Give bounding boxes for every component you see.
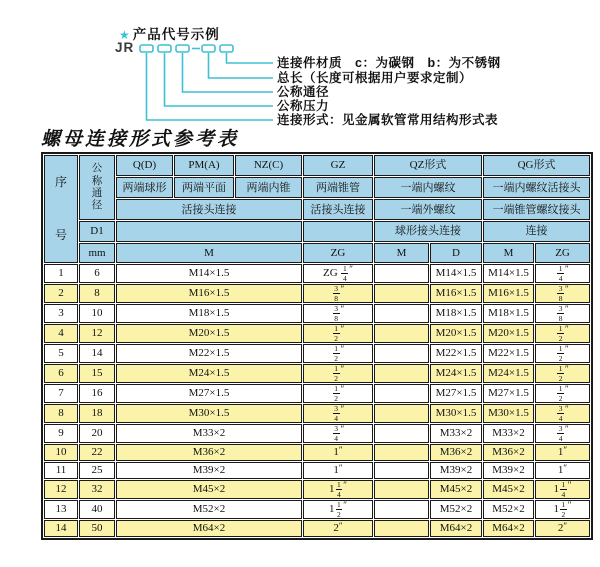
table-cell: $\frac{3}{4}$ ″ — [303, 404, 373, 423]
table-cell — [374, 500, 429, 519]
table-cell: $\frac{1}{2}$ ″ — [535, 324, 590, 343]
table-row — [44, 462, 590, 479]
table-cell: M14×1.5 — [483, 264, 534, 283]
table-cell: $\frac{3}{8}$ ″ — [535, 304, 590, 323]
header-qz-connection: 球形接头连接 — [374, 221, 482, 241]
table-cell: M36×2 — [430, 444, 482, 461]
table-cell: 18 — [79, 404, 115, 423]
table-cell: 1″ — [303, 462, 373, 479]
table-cell: M30×1.5 — [430, 404, 482, 423]
table-cell: 1 $\frac{1}{4}$ ″ — [303, 480, 373, 499]
header-qg-connection: 连接 — [483, 221, 590, 241]
table-cell: 1 $\frac{1}{2}$ ″ — [303, 500, 373, 519]
table-cell: M33×2 — [483, 424, 534, 443]
nut-connection-reference-table — [41, 152, 593, 540]
header-col-qz: QZ形式 — [374, 155, 482, 176]
table-cell: $\frac{1}{4}$ ″ — [535, 264, 590, 283]
header-d1: D1 — [79, 221, 115, 241]
table-cell: $\frac{1}{2}$ ″ — [535, 364, 590, 383]
header-qz-desc1: 一端内螺纹 — [374, 177, 482, 198]
table-cell — [374, 384, 429, 403]
table-row — [44, 344, 590, 363]
table-cell: 20 — [79, 424, 115, 443]
table-cell: 8 — [44, 404, 78, 423]
table-cell: M16×1.5 — [430, 284, 482, 303]
star-icon: ★ — [119, 28, 131, 42]
table-cell: M52×2 — [483, 500, 534, 519]
header-empty-1 — [116, 221, 302, 241]
header-row-1 — [44, 155, 590, 176]
diagram-label-pressure: 公称压力 — [277, 99, 330, 113]
table-row — [44, 284, 590, 303]
table-cell — [374, 444, 429, 461]
table-cell: $\frac{3}{4}$ ″ — [535, 424, 590, 443]
table-cell: M36×2 — [116, 444, 302, 461]
table-cell — [374, 304, 429, 323]
table-cell: $\frac{3}{8}$ ″ — [535, 284, 590, 303]
table-cell — [374, 284, 429, 303]
header-mm: mm — [79, 243, 115, 263]
table-cell: M16×1.5 — [483, 284, 534, 303]
table-cell: M30×1.5 — [483, 404, 534, 423]
table-cell — [374, 424, 429, 443]
table-cell: M45×2 — [430, 480, 482, 499]
example-title-text: 产品代号示例 — [132, 27, 220, 42]
table-cell: 9 — [44, 424, 78, 443]
header-row-5 — [44, 243, 590, 263]
table-cell — [374, 264, 429, 283]
table-cell: 6 — [79, 264, 115, 283]
table-cell: M18×1.5 — [116, 304, 302, 323]
table-cell: M22×1.5 — [430, 344, 482, 363]
table-cell: $\frac{1}{2}$ ″ — [303, 344, 373, 363]
table-row — [44, 364, 590, 383]
table-cell: M64×2 — [483, 520, 534, 537]
table-body — [44, 264, 590, 537]
connector-line-diameter — [183, 53, 274, 92]
table-cell: $\frac{1}{2}$ ″ — [303, 324, 373, 343]
header-col-nz: NZ(C) — [235, 155, 302, 176]
table-cell: 1″ — [535, 462, 590, 479]
table-cell: 2 — [44, 284, 78, 303]
table-cell: M30×1.5 — [116, 404, 302, 423]
table-title: 螺母连接形式参考表 — [41, 129, 240, 150]
table-cell: M24×1.5 — [430, 364, 482, 383]
header-row-4 — [44, 221, 590, 241]
table-row — [44, 264, 590, 283]
header-gz-connection: 活接头连接 — [303, 199, 373, 220]
header-union-connection: 活接头连接 — [116, 199, 302, 220]
header-q-desc: 两端球形 — [116, 177, 173, 198]
table-cell — [374, 480, 429, 499]
table-cell: M33×2 — [430, 424, 482, 443]
code-box-1 — [140, 45, 153, 52]
header-qz-d: D — [430, 243, 482, 263]
table-cell: 1 — [44, 264, 78, 283]
table-cell: $\frac{3}{8}$ ″ — [303, 284, 373, 303]
diagram-label-material: 连接件材质 c：为碳钢 b：为不锈钢 — [277, 56, 501, 70]
table-cell — [374, 344, 429, 363]
table-cell: $\frac{3}{4}$ ″ — [535, 404, 590, 423]
header-row-2 — [44, 177, 590, 198]
table-cell: 10 — [44, 444, 78, 461]
table-cell — [374, 364, 429, 383]
table-cell: M27×1.5 — [483, 384, 534, 403]
table-cell: 12 — [79, 324, 115, 343]
table-cell: M14×1.5 — [116, 264, 302, 283]
table-cell: M64×2 — [430, 520, 482, 537]
connector-line-material — [227, 53, 274, 63]
header-qg-m: M — [483, 243, 534, 263]
table-cell: $\frac{3}{8}$ ″ — [303, 304, 373, 323]
header-col-q: Q(D) — [116, 155, 173, 176]
table-cell — [374, 404, 429, 423]
table-cell: M22×1.5 — [483, 344, 534, 363]
table-cell: M22×1.5 — [116, 344, 302, 363]
table-row — [44, 304, 590, 323]
code-box-3 — [176, 45, 189, 52]
table-cell: 14 — [79, 344, 115, 363]
table-cell: 1 $\frac{1}{4}$ ″ — [535, 480, 590, 499]
table-cell: 15 — [79, 364, 115, 383]
table-cell: 50 — [79, 520, 115, 537]
table-row — [44, 384, 590, 403]
diagram-label-length: 总长（长度可根据用户要求定制） — [277, 71, 473, 85]
table-cell: 14 — [44, 520, 78, 537]
table-cell: 8 — [79, 284, 115, 303]
header-col-pm: PM(A) — [174, 155, 234, 176]
table-cell: M20×1.5 — [116, 324, 302, 343]
header-col-qg: QG形式 — [483, 155, 590, 176]
table-cell: 7 — [44, 384, 78, 403]
table-cell: 10 — [79, 304, 115, 323]
header-nz-desc: 两端内锥 — [235, 177, 302, 198]
code-box-4 — [202, 45, 215, 52]
table-cell: $\frac{3}{4}$ ″ — [303, 424, 373, 443]
table-cell: 3 — [44, 304, 78, 323]
table-row — [44, 424, 590, 443]
table-cell: M52×2 — [430, 500, 482, 519]
table-row — [44, 500, 590, 519]
table-cell: $\frac{1}{2}$ ″ — [303, 364, 373, 383]
diagram-label-diameter: 公称通径 — [277, 85, 330, 99]
header-nominal-diameter: 公 称 通 径 — [79, 155, 115, 220]
table-cell: $\frac{1}{2}$ ″ — [535, 344, 590, 363]
table-cell: M16×1.5 — [116, 284, 302, 303]
table-row — [44, 480, 590, 499]
table-cell: $\frac{1}{2}$ ″ — [303, 384, 373, 403]
table-cell: M39×2 — [430, 462, 482, 479]
header-empty-2 — [303, 221, 373, 241]
code-box-5 — [220, 45, 233, 52]
table-cell: 12 — [44, 480, 78, 499]
table-cell: 1″ — [535, 444, 590, 461]
table-cell: M52×2 — [116, 500, 302, 519]
table-cell: M39×2 — [116, 462, 302, 479]
table-cell: 11 — [44, 462, 78, 479]
table-cell: 1″ — [303, 444, 373, 461]
table-cell: 6 — [44, 364, 78, 383]
table-cell: $\frac{1}{2}$ ″ — [535, 384, 590, 403]
table-row — [44, 520, 590, 537]
table-cell — [374, 324, 429, 343]
table-cell: 16 — [79, 384, 115, 403]
table-cell: 2″ — [535, 520, 590, 537]
table-cell: 2″ — [303, 520, 373, 537]
table-cell: 22 — [79, 444, 115, 461]
table-header — [44, 155, 590, 263]
table-cell: M18×1.5 — [430, 304, 482, 323]
table-cell: M36×2 — [483, 444, 534, 461]
table-row — [44, 444, 590, 461]
header-qz-m: M — [374, 243, 429, 263]
table-cell: M20×1.5 — [483, 324, 534, 343]
table-cell: M27×1.5 — [116, 384, 302, 403]
header-row-3 — [44, 199, 590, 220]
table-cell: M14×1.5 — [430, 264, 482, 283]
table-cell: ZG $\frac{1}{4}$ ″ — [303, 264, 373, 283]
table-cell: 1 $\frac{1}{2}$ ″ — [535, 500, 590, 519]
table-cell: 13 — [44, 500, 78, 519]
diagram-label-form: 连接形式：见金属软管常用结构形式表 — [277, 113, 499, 127]
header-qg-desc1: 一端内螺纹活接头 — [483, 177, 590, 198]
table-cell: M45×2 — [116, 480, 302, 499]
header-pm-desc: 两端平面 — [174, 177, 234, 198]
table-cell — [374, 462, 429, 479]
table-row — [44, 404, 590, 423]
header-m: M — [116, 243, 302, 263]
code-box-2 — [158, 45, 171, 52]
table-cell: M64×2 — [116, 520, 302, 537]
table-cell: M45×2 — [483, 480, 534, 499]
header-qz-desc2: 一端外螺纹 — [374, 199, 482, 220]
table-cell: M24×1.5 — [483, 364, 534, 383]
table-cell: M39×2 — [483, 462, 534, 479]
product-code-prefix: JR — [115, 40, 135, 55]
table-cell: M33×2 — [116, 424, 302, 443]
header-qg-zg: ZG — [535, 243, 590, 263]
header-seq: 序 号 — [44, 155, 78, 263]
table-cell: M20×1.5 — [430, 324, 482, 343]
table-cell: 4 — [44, 324, 78, 343]
table-cell: M27×1.5 — [430, 384, 482, 403]
table-cell: 32 — [79, 480, 115, 499]
table-cell: M18×1.5 — [483, 304, 534, 323]
connector-line-pressure — [165, 53, 274, 106]
header-zg: ZG — [303, 243, 373, 263]
table-cell: 5 — [44, 344, 78, 363]
table-cell — [374, 520, 429, 537]
header-col-gz: GZ — [303, 155, 373, 176]
table-cell: 40 — [79, 500, 115, 519]
header-gz-desc: 两端锥管 — [303, 177, 373, 198]
table-row — [44, 324, 590, 343]
connector-line-length — [209, 53, 274, 78]
header-qg-desc2: 一端锥管螺纹接头 — [483, 199, 590, 220]
product-code-diagram — [0, 0, 600, 128]
table-cell: M24×1.5 — [116, 364, 302, 383]
table-cell: 25 — [79, 462, 115, 479]
